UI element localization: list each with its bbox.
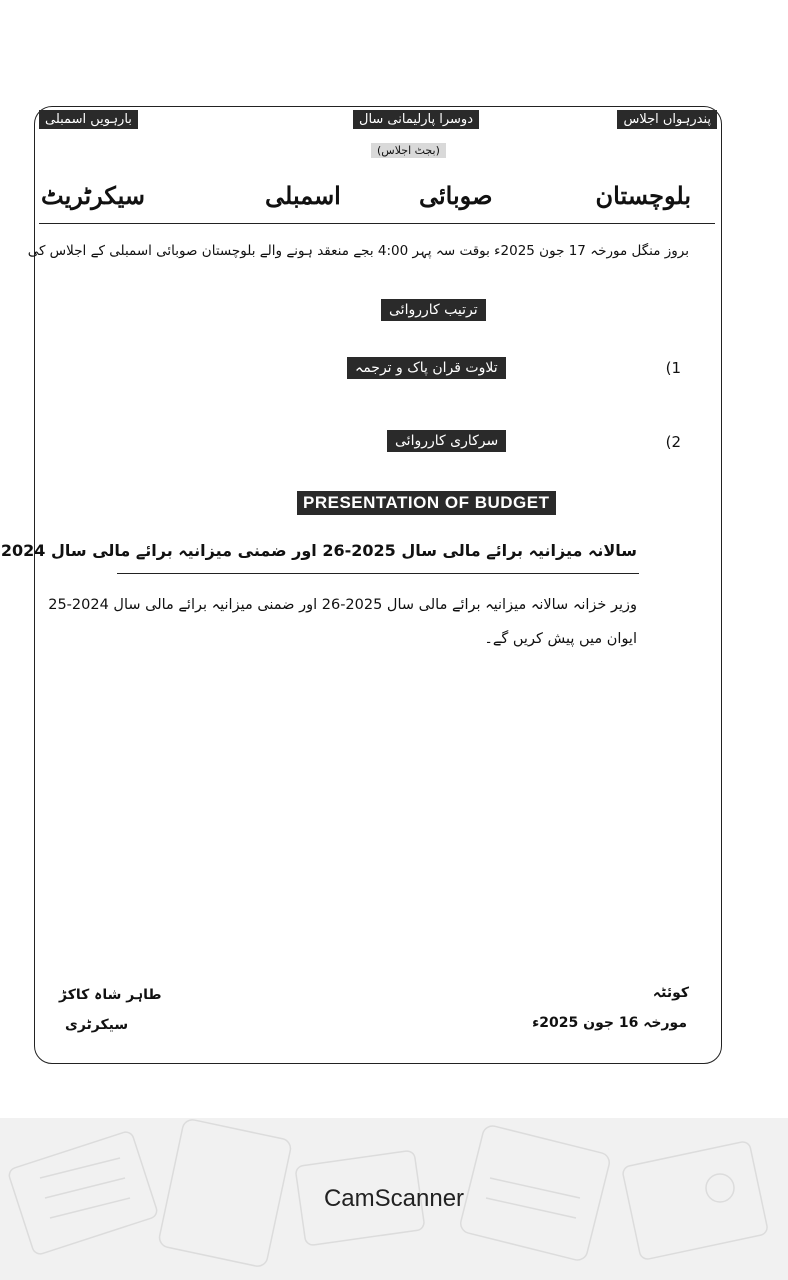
title-word-provincial: صوبائی (419, 181, 493, 210)
title-divider (39, 223, 715, 224)
item-2-number: (2 (665, 433, 681, 451)
title-word-secretariat: سیکرٹریٹ (41, 181, 146, 210)
budget-body-line1: وزیر خزانہ سالانہ میزانیہ برائے مالی سال 2025-26 اور ضمنی میزانیہ برائے مالی سال 2024-25 (48, 597, 637, 613)
year-label: دوسرا پارلیمانی سال (353, 110, 479, 129)
item-1-number: (1 (665, 359, 681, 377)
signatory-title: سیکرٹری (65, 1017, 129, 1033)
title-word-assembly: اسمبلی (265, 181, 341, 210)
budget-body-line2: ایوان میں پیش کریں گے۔ (484, 631, 637, 647)
assembly-label: بارہویں اسمبلی (39, 110, 138, 129)
signatory-name: طاہر شاہ کاکڑ (59, 987, 162, 1003)
budget-title: سالانہ میزانیہ برائے مالی سال 2025-26 اور ضمنی میزانیہ برائے مالی سال 2024 (0, 541, 637, 560)
item-2-label: سرکاری کارروائی (387, 430, 506, 452)
footer-date: مورخہ 16 جون 2025ء (532, 1015, 687, 1031)
presentation-of-budget-label: PRESENTATION OF BUDGET (297, 491, 556, 515)
budget-title-underline (117, 573, 639, 574)
camscanner-brand: CamScanner (323, 1185, 465, 1212)
budget-session-label: (بجٹ اجلاس) (371, 143, 446, 158)
intro-line: بروز منگل مورخہ 17 جون 2025ء بوقت سہ پہر 4:00 بجے منعقد ہونے والے بلوچستان صوبائی اسمبلی کے اجلاس کی (27, 243, 689, 259)
item-1-label: تلاوت قران پاک و ترجمہ (347, 357, 506, 379)
session-label: پندرہواں اجلاس (617, 110, 717, 129)
agenda-heading: ترتیب کارروائی (381, 299, 486, 321)
document-page (0, 106, 722, 1064)
title-word-baluchistan: بلوچستان (595, 181, 691, 210)
footer-city: کوئٹہ (652, 985, 689, 1001)
